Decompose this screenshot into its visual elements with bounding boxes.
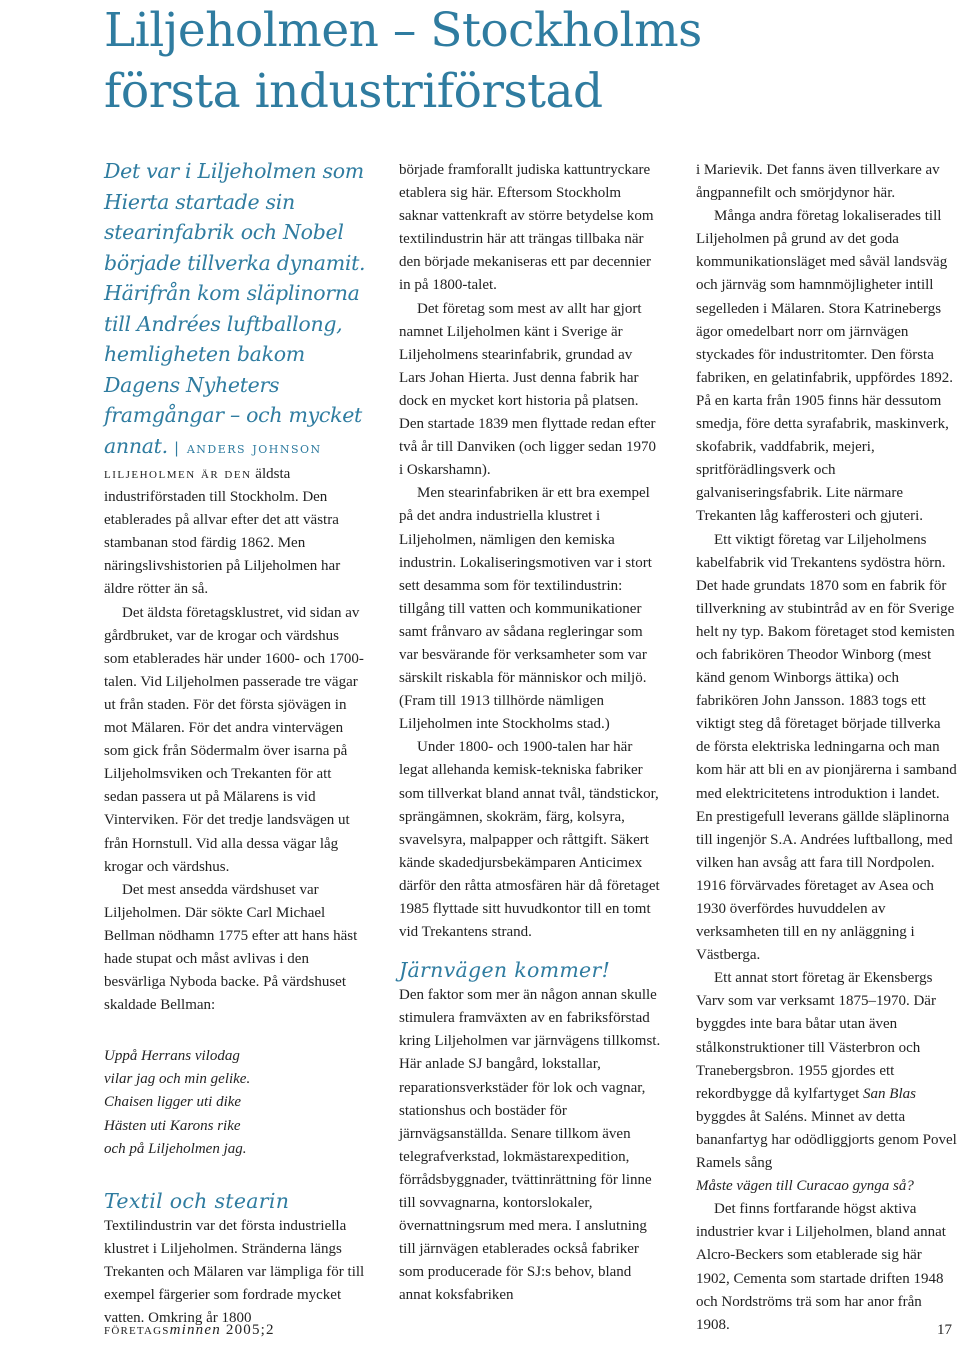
section-heading: Järnvägen kommer! <box>399 958 611 983</box>
body-paragraph: Det äldsta företagsklustret, vid sidan av gårdbruket, var de krogar och värdshus som etablerades här under 1600- och 1700-talen. Vid Liljeholmen passerade tre vägar ut från staden. För det första sjövägen in mot Mälaren. För det andra vintervägen som gick från Södermalm över isarna på Liljeholmsviken och Trekanten för att sedan passera ut på Mälarens is vid Vinterviken. För det tredje landsvägen ut från Hornstull. Vid alla dessa vägar låg krogar och värdshus. <box>104 604 364 875</box>
body-paragraph: började framforallt judiska kattuntryckare etablera sig här. Eftersom Stockholm saknar vattenkraft av större betydelse kom textilindustrin här att trängas tillbaka när den började mekaniseras ett par decennier in på 1800-talet. <box>399 162 654 294</box>
poem-line: Uppå Herrans vilodag <box>104 1048 240 1065</box>
poem-line: Hästen uti Karons rike <box>104 1117 241 1134</box>
text-run: Ett annat stort företag är Ekensbergs Varv som var verksamt 1875–1970. Där byggdes inte bara båtar utan även stålkonstruktioner till Västerbron och Tranebergsbron. 1955 gjordes ett rekordbygge då kylfartyget <box>696 970 936 1102</box>
body-paragraph: Under 1800- och 1900-talen har här legat allehanda kemisk-tekniska fabriker som tillverkat bland annat tvål, tändstickor, sprängämnen, skokräm, färg, kolsyra, svavelsyra, malpapper och råttgift. Säkert kände skadedjursbekämparen Anticimex därför den råtta atmosfären här då företaget 1985 flyttade sitt huvudkontor till en tomt vid Trekantens strand. <box>399 739 660 941</box>
body-paragraph: Det företag som mest av allt har gjort namnet Liljeholmen känt i Sverige är Liljeholmens stearinfabrik, grundad av Lars Johan Hierta. Just denna fabrik har dock en mycket kort historia på platsen. Den startade 1839 men flyttade redan efter två år till Danviken (och ligger sedan 1970 i Oskarshamn). <box>399 300 657 479</box>
magazine-name-part-1: företags <box>104 1322 170 1338</box>
section-heading: Textil och stearin <box>104 1188 290 1213</box>
article-title <box>104 0 924 122</box>
body-paragraph: Men stearinfabriken är ett bra exempel på det andra industriella klustret i Liljeholmen, nämligen den kemiska industrin. Lokaliseringsmotiven var i stort sett desamma som för textilindustrin: tillgång till vatten och kommunikationer samt frånvaro av sådana regleringar som var besvärande för verksamheter som var särskilt riskabla för människor och miljö. (Fram till 1913 tillhörde nämligen Liljeholmen inte Stockholms stad.) <box>399 485 652 733</box>
column-2 <box>399 159 661 1308</box>
opening-small-caps: liljeholmen är den <box>104 466 252 482</box>
poem-line: och på Liljeholmen jag. <box>104 1140 247 1157</box>
body-paragraph <box>696 967 958 1175</box>
body-paragraph: Ett viktigt företag var Liljeholmens kabelfabrik vid Trekantens sydöstra hörn. Det hade grundats 1870 som en fabrik för tillverkning av stubintråd av en för Sverige helt ny typ. Bakom företaget stod kemisten och fabrikören Theodor Winborg (mest känd genom Winborgs ättika) och fabrikören John Jansson. 1883 togs ett viktigt steg då företaget började tillverka de första elektriska ledningarna och man kom här att bli en av pionjärerna i samband med elektricitetens introduktion i landet. En prestigefull leverans gällde släplinorna till ingenjör S.A. Andrées luftballong, med vilken han avsåg att fara till Nordpolen. 1916 förvärvades företaget av Asea och 1930 överfördes huvuddelen av verksamheten till en ny anläggning i Västberga. <box>696 531 957 964</box>
body-paragraph: Textilindustrin var det första industriella klustret i Liljeholmen. Stränderna längs Trekanten och Mälaren var lämpliga för till exempel färgerier som fordrade mycket vatten. Omkring år 1800 <box>104 1217 365 1327</box>
column-3 <box>696 159 958 1337</box>
magazine-footer <box>104 1322 275 1339</box>
page-number: 17 <box>937 1322 952 1338</box>
song-title: Måste vägen till Curacao gynga så? <box>696 1178 914 1195</box>
body-paragraph <box>104 463 366 602</box>
body-paragraph: Det mest ansedda värdshuset var Liljeholmen. Där sökte Carl Michael Bellman nödhamn 1775 efter att hans häst hade stupat och måst avlivas i den besvärliga Nyboda backe. På värdshuset skaldade Bellman: <box>104 881 358 1014</box>
body-paragraph: Den faktor som mer än någon annan skulle stimulera framväxten av en fabriksförstad kring Liljeholmen var järnvägens tillkomst. Här anlade SJ bangård, lokstallar, reparationsverkstäder för lok och vagnar, stationshus och bostäder för järnvägsanställda. Senare tillkom även telegrafverkstad, lokmästarexpedition, förrådsbyggnader, tvättinrättning för linne till sovvagnarna, kontorslokaler, övernattningsrum med mera. I anslutning till järnvägen etablerades också fabriker som producerade för SJ:s behov, bland annat koksfabriken <box>399 987 661 1304</box>
issue-number: 2005;2 <box>220 1322 275 1338</box>
lead-paragraph <box>104 156 366 463</box>
title-line-2: första industriförstad <box>104 64 603 119</box>
text-run: byggdes åt Saléns. Minnet av detta bananfartyg har odödliggjorts genom Povel Ramels sång <box>696 1108 957 1172</box>
body-paragraph: Många andra företag lokaliserades till Liljeholmen på grund av det goda kommunikationsläget med såväl landsväg och järnväg som hamnmöjligheter intill segelleden i Mälaren. Stora Katrinebergs ägor omedelbart norr om järnvägen styckades för industritomter. Den första fabriken, en gelatinfabrik, uppfördes 1892. På en karta från 1905 finns här dessutom smedja, före detta syrafabrik, maskinverk, skofabrik, vaddfabrik, mejeri, spritförädlingsverk och galvaniseringsfabrik. Lite närmare Trekanten låg kafferosteri och gjuteri. <box>696 208 953 525</box>
lead-text: Det var i Liljeholmen som Hierta startade sin stearinfabrik och Nobel började tillverka dynamit. Härifrån kom släplinorna till Andrées luftballong, hemligheten bakom Dagens Nyheters framgångar – och mycket annat. <box>104 159 366 458</box>
poem-line: vilar jag och min gelike. <box>104 1071 251 1088</box>
body-paragraph: i Marievik. Det fanns även tillverkare av ångpannefilt och smörjdynor här. <box>696 162 940 202</box>
title-line-1: Liljeholmen – Stockholms <box>104 3 702 58</box>
opening-text: äldsta industriförstaden till Stockholm. Den etablerades på allvar efter det att västra stambanan stod färdig 1862. Men näringslivshistorien på Liljeholmen har äldre rötter än så. <box>104 466 341 598</box>
ship-name: San Blas <box>863 1085 916 1102</box>
bellman-poem <box>104 1045 366 1160</box>
body-paragraph: Det finns fortfarande högst aktiva industrier kvar i Liljeholmen, bland annat Alcro-Beckers som etablerade sig här 1902, Cementa som startade driften 1948 och Nordströms trä som har anor från 1908. <box>696 1201 946 1333</box>
author-byline: | anders johnson <box>174 438 322 457</box>
column-1 <box>104 156 366 1330</box>
poem-line: Chaisen ligger uti dike <box>104 1094 242 1111</box>
magazine-name-part-2: minnen <box>169 1322 221 1338</box>
